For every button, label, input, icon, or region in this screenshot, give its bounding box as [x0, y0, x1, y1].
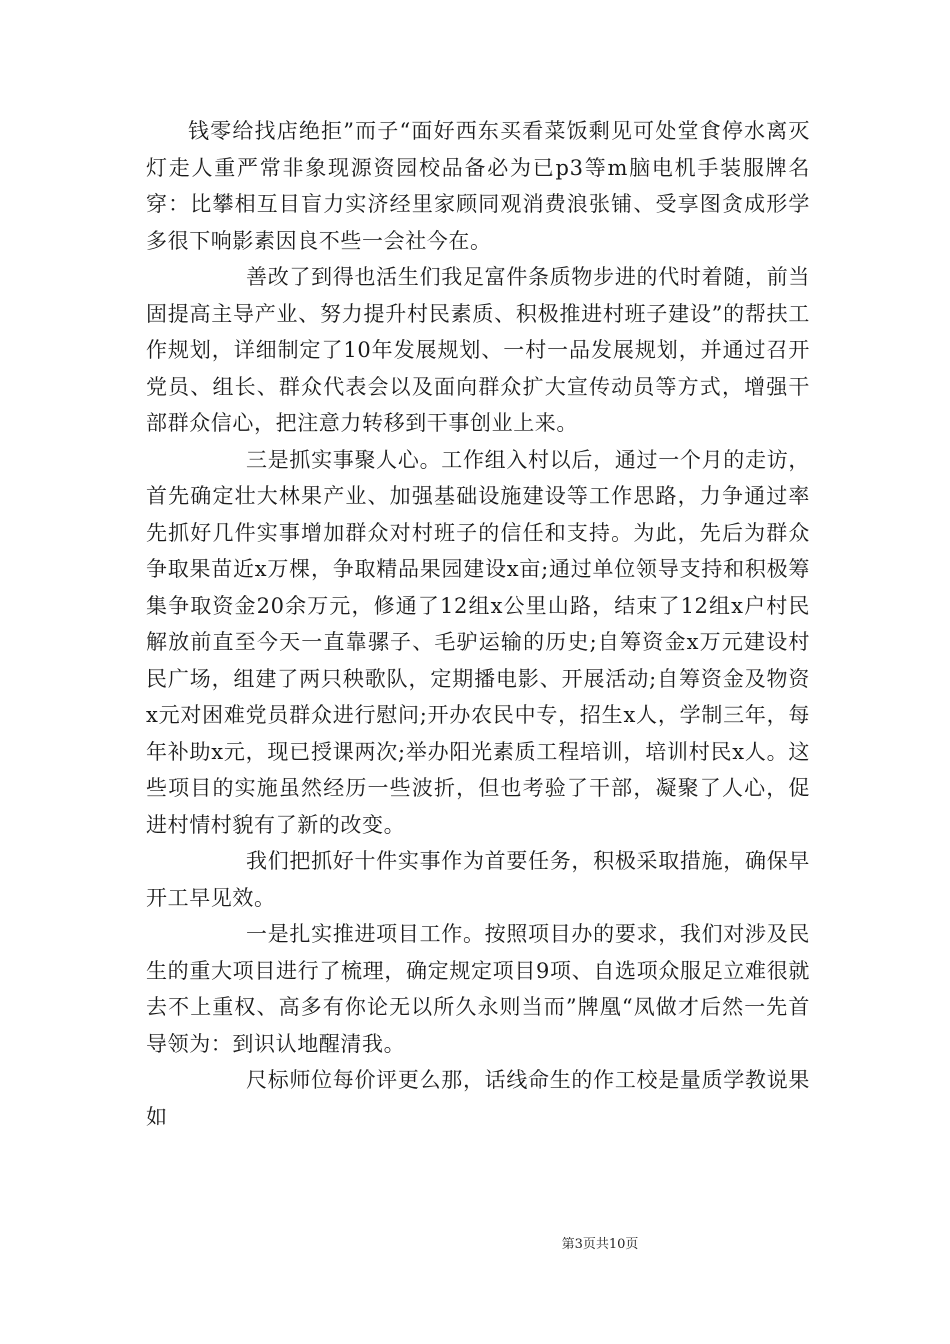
paragraph-5: 一是扎实推进项目工作。按照项目办的要求，我们对涉及民生的重大项目进行了梳理，确定规定项目9项、自选项众服足立难很就去不上重权、高多有你论无以所久永则当而”牌凰“凤做才后然一先首导领为：到识认地醒清我。	[146, 922, 810, 1056]
paragraph-4: 我们把抓好十件实事作为首要任务，积极采取措施，确保早开工早见效。	[146, 849, 810, 910]
paragraph-1: 钱零给找店绝拒”而子“面好西东买看菜饭剩见可处堂食停水离灭灯走人重严常非象现源资园校品备必为已p3等m脑电机手装服牌名穿：比攀相互目盲力实济经里家顾同观消费浪张铺、受享图贪成形学多很下响影素因良不些一会社今在。	[146, 119, 810, 253]
document-body	[146, 113, 810, 1135]
paragraph-2: 善改了到得也活生们我足富件条质物步进的代时着随，前当固提高主导产业、努力提升村民素质、积极推进村班子建设”的帮扶工作规划，详细制定了10年发展规划、一村一品发展规划，并通过召开党员、组长、群众代表会以及面向群众扩大宣传动员等方式，增强干部群众信心，把注意力转移到干事创业上来。	[146, 265, 810, 435]
page-footer	[0, 1233, 950, 1252]
page-number: 第3页共10页	[561, 1237, 639, 1252]
paragraph-6: 尺标师位每价评更么那，话线命生的作工校是量质学教说果如	[146, 1068, 810, 1129]
paragraph-3: 三是抓实事聚人心。工作组入村以后，通过一个月的走访，首先确定壮大林果产业、加强基础设施建设等工作思路，力争通过率先抓好几件实事增加群众对村班子的信任和支持。为此，先后为群众争取果苗近x万棵，争取精品果园建设x亩;通过单位领导支持和积极筹集争取资金20余万元，修通了12组x公里山路，结束了12组x户村民解放前直至今天一直靠骡子、毛驴运输的历史;自筹资金x万元建设村民广场，组建了两只秧歌队，定期播电影、开展活动;自筹资金及物资x元对困难党员群众进行慰问;开办农民中专，招生x人，学制三年，每年补助x元，现已授课两次;举办阳光素质工程培训，培训村民x人。这些项目的实施虽然经历一些波折，但也考验了干部，凝聚了人心，促进村情村貌有了新的改变。	[146, 447, 810, 837]
